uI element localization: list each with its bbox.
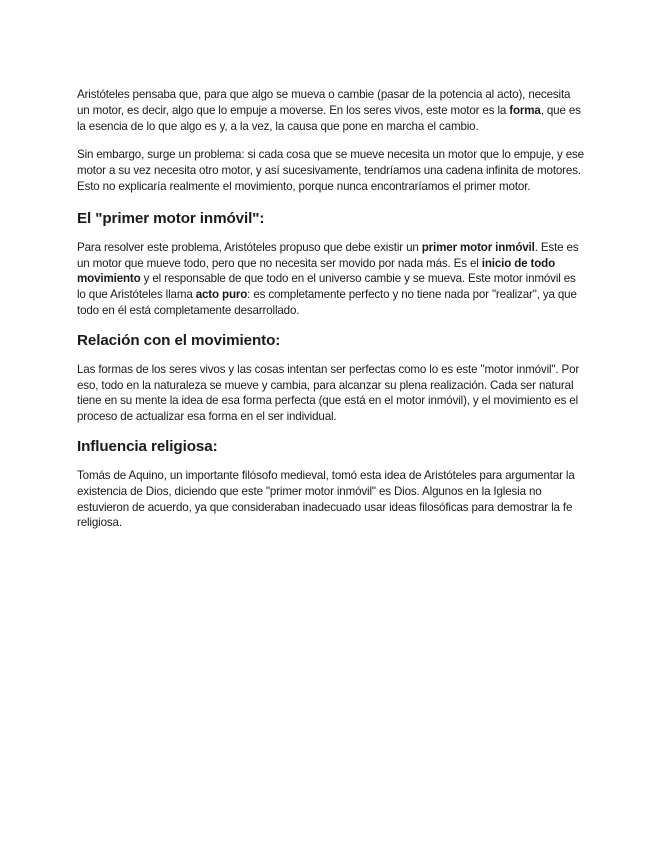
- text-span: . Este es un motor que mueve todo, pero que no necesita ser movido por nada más. Es el: [77, 240, 579, 270]
- paragraph-primer-motor: [77, 240, 585, 319]
- paragraph-relacion: Las formas de los seres vivos y las cosas intentan ser perfectas como lo es este "motor inmóvil". Por eso, todo en la naturaleza se mueve y cambia, para alcanzar su plena realización. Cada ser natural tiene en su mente la idea de esa forma perfecta (que está en el motor inmóvil), y el movimiento es el proceso de actualizar esa forma en el ser individual.: [77, 362, 580, 424]
- heading-primer-motor: El "primer motor inmóvil":: [77, 209, 265, 227]
- paragraph-problema: Sin embargo, surge un problema: si cada cosa que se mueve necesita un motor que lo empuje, y ese motor a su vez necesita otro motor, y así sucesivamente, tendríamos una cadena infinita de motores. Esto no explicaría realmente el movimiento, porque nunca encontraríamos el primer motor.: [77, 148, 584, 193]
- bold-term-inicio: inicio de todo movimiento: [77, 256, 556, 286]
- heading-relacion: Relación con el movimiento:: [77, 331, 281, 349]
- text-span: y el responsable de que todo en el universo cambie y se mueva. Este motor inmóvil es lo que Aristóteles llama: [77, 272, 576, 302]
- text-span: : es completamente perfecto y no tiene nada por "realizar", ya que todo en él está completamente desarrollado.: [77, 288, 577, 317]
- text-span: Aristóteles pensaba que, para que algo se mueva o cambie (pasar de la potencia al acto), necesita un motor, es decir, algo que lo empuje a moverse. En los seres vivos, este motor es la: [77, 88, 571, 117]
- text-span: , que es la esencia de lo que algo es y, a la vez, la causa que pone en marcha el cambio.: [77, 103, 581, 133]
- bold-term-primer-motor: primer motor inmóvil: [421, 240, 535, 254]
- heading-influencia: Influencia religiosa:: [77, 437, 218, 455]
- bold-term-forma: forma: [509, 103, 541, 117]
- bold-term-acto-puro: acto puro: [195, 288, 248, 302]
- document-page: [77, 87, 585, 531]
- paragraph-influencia: Tomás de Aquino, un importante filósofo medieval, tomó esta idea de Aristóteles para argumentar la existencia de Dios, diciendo que este "primer motor inmóvil" es Dios. Algunos en la Iglesia no estuvieron de acuerdo, ya que consideraban inadecuado usar ideas filosóficas para demostrar la fe religiosa.: [77, 468, 575, 530]
- paragraph-motor: [77, 87, 585, 134]
- text-span: Para resolver este problema, Aristóteles propuso que debe existir un: [77, 240, 422, 254]
